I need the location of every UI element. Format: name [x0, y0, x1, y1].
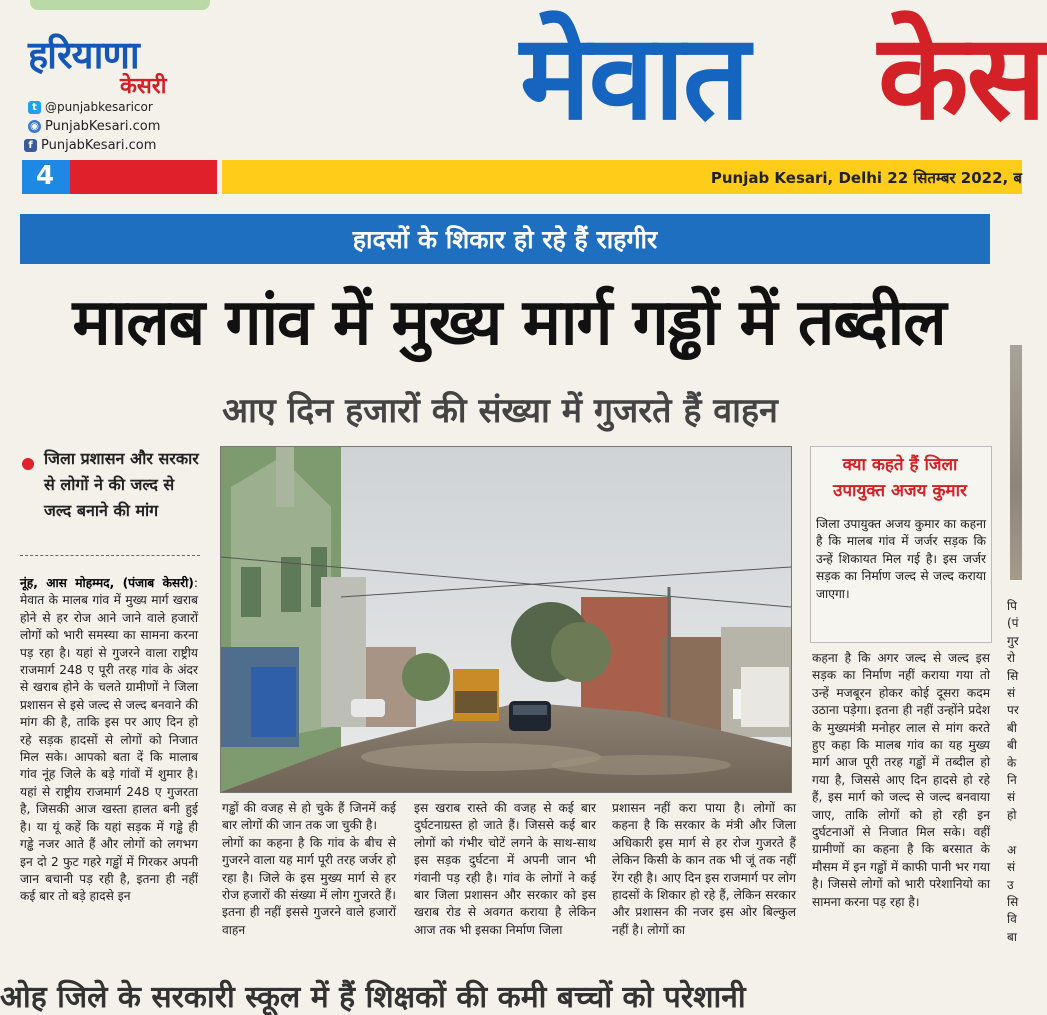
masthead-title-red: केस	[878, 8, 1045, 146]
website-text: PunjabKesari.com	[45, 119, 161, 134]
dateline: Punjab Kesari, Delhi 22 सितम्बर 2022, ब	[710, 169, 1022, 187]
red-strip	[70, 160, 217, 194]
adjacent-article-photo	[1010, 345, 1022, 580]
subheadline: आए दिन हजारों की संख्या में गुजरते हैं वाहन	[222, 391, 778, 431]
column-1-text: : मेवात के मालब गांव में मुख्य मार्ग खराब होने से हर रोज आने जाने वाले हजारों लोगों को भारी समस्या का सामना करना पड़ रहा है। यहां से गुजरने वाला राष्ट्रीय राजमार्ग 248 ए पूरी तरह गांव के अंदर से खराब होने के चलते ग्रामीणों ने जिला प्रशासन से इसे जल्द से जल्द बनवाने की मांग की है, ताकि इस पर आए दिन हो रहे सड़क हादसों से लोगों को निजात मिल सके। आपको बता दें कि मालाब गांव नूंह जिले के बड़े गांवों में शुमार है। यहां से राष्ट्रीय राजमार्ग 248 ए गुजरता है, जिसकी आज खस्ता हालत बनी हुई है। या यूं कहें कि यहां सड़क में गड्ढे ही गड्ढे नजर आते हैं और लोगों को लगभग इन दो 2 फुट गहरे गड्ढों में गिरकर अपनी जान बचानी पड़ रही है, इतना ही नहीं कई बार तो बड़े हादसे इन	[20, 576, 198, 904]
haryana-kesari-logo: हरियाणा	[28, 33, 139, 77]
top-tab-decoration	[30, 0, 210, 10]
article-column-2: गड्ढों की वजह से हो चुके हैं जिनमें कई बार लोगों की जान तक जा चुकी है। लोगों का कहना है कि गांव के बीच से गुजरने वाला यह मार्ग पूरी तरह जर्जर हो रहा है। जिले के इस मुख्य मार्ग से हर रोज हजारों की संख्या में लोग गुजरते हैं। इतना ही नहीं इससे गुजरने वाले हजारों वाहन	[222, 801, 396, 937]
adjacent-article-text: पि (पं गुर रो सि सं पर बी बी के नि सं हो अ सं उ सि वि बा	[1007, 599, 1019, 944]
facebook-icon: f	[24, 139, 37, 152]
headline: मालब गांव में मुख्य मार्ग गड्ढों में तब्दील	[72, 286, 946, 360]
website-link	[28, 119, 160, 134]
next-headline-cut: ओह जिले के सरकारी स्कूल में हैं शिक्षकों की कमी बच्चों को परेशानी	[0, 980, 746, 1015]
article-column-4: प्रशासन नहीं करा पाया है। लोगों का कहना है कि सरकार के मंत्री और जिला अधिकारी इस मार्ग से हर रोज गुजरते हैं लेकिन किसी के कान तक भी जूं तक नहीं रेंग रही है। आए दिन इस राजमार्ग पर लोग हादसों के शिकार हो रहे हैं, लेकिन सरकार और प्रशासन की नजर इस ओर बिल्कुल नहीं है। लोगों का	[612, 801, 796, 937]
twitter-handle-text: @punjabkesaricor	[45, 100, 153, 114]
article-column-3: इस खराब रास्ते की वजह से कई बार दुर्घटनाग्रस्त हो जाते हैं। जिससे कई बार लोगों को गंभीर चोटें लगने के साथ-साथ इस सड़क दुर्घटना में अपनी जान भी गंवानी पड़ रही है। गांव के लोगों ने कई बार जिला प्रशासन और सरकार को इस खराब रोड से अवगत कराया है लेकिन आज तक भी इसका निर्माण जिला	[414, 801, 596, 937]
twitter-handle	[28, 100, 153, 114]
article-photo	[220, 446, 792, 793]
kicker-text: हादसों के शिकार हो रहे हैं राहगीर	[352, 225, 658, 254]
highlight-box: जिला प्रशासन और सरकार से लोगों ने की जल्द से जल्द बनाने की मांग	[44, 449, 199, 520]
facebook-text: PunjabKesari.com	[41, 138, 157, 153]
divider	[20, 555, 200, 556]
article-column-1	[20, 575, 198, 993]
globe-icon: ◉	[28, 120, 41, 133]
bullet-icon	[22, 458, 34, 470]
quote-text: जिला उपायुक्त अजय कुमार का कहना है कि मालब गांव में जर्जर सड़क कि उन्हें शिकायत मिल गई है। इस जर्जर सड़क का निर्माण जल्द से जल्द कराया जाएगा।	[816, 517, 986, 601]
twitter-icon: t	[28, 101, 41, 114]
masthead-title-blue: मेवात	[520, 8, 748, 146]
page-number: 4	[36, 161, 55, 191]
road-scene-image	[221, 447, 791, 792]
quote-title: क्या कहते हैं जिला उपायुक्त अजय कुमार	[833, 455, 967, 501]
article-column-5: कहना है कि अगर जल्द से जल्द इस सड़क का निर्माण नहीं कराया गया तो उन्हें मजबूरन होकर कोई दूसरा कदम उठाना पड़ेगा। इतना ही नहीं उन्होंने प्रदेश के मुख्यमंत्री मनोहर लाल से मांग करते हुए कहा कि मालब गांव का यह मुख्य मार्ग आज पूरी तरह गड्ढों में तब्दील हो गया है, जिससे आए दिन हादसे हो रहे हैं, इस मार्ग को जल्द से जल्द बनवाया जाए, ताकि लोगों को हो रही इन दुर्घटनाओं से निजात मिल सके। वहीं ग्रामीणों का कहना है कि बरसात के मौसम में इन गड्ढों में काफी पानी भर गया है। जिससे लोगों को भारी परेशानियो का सामना करना पड़ रहा है।	[812, 651, 990, 909]
byline: नूंह, आस मोहम्मद, (पंजाब केसरी)	[20, 576, 194, 590]
facebook-link	[24, 138, 156, 153]
logo-subtitle: केसरी	[120, 74, 167, 99]
